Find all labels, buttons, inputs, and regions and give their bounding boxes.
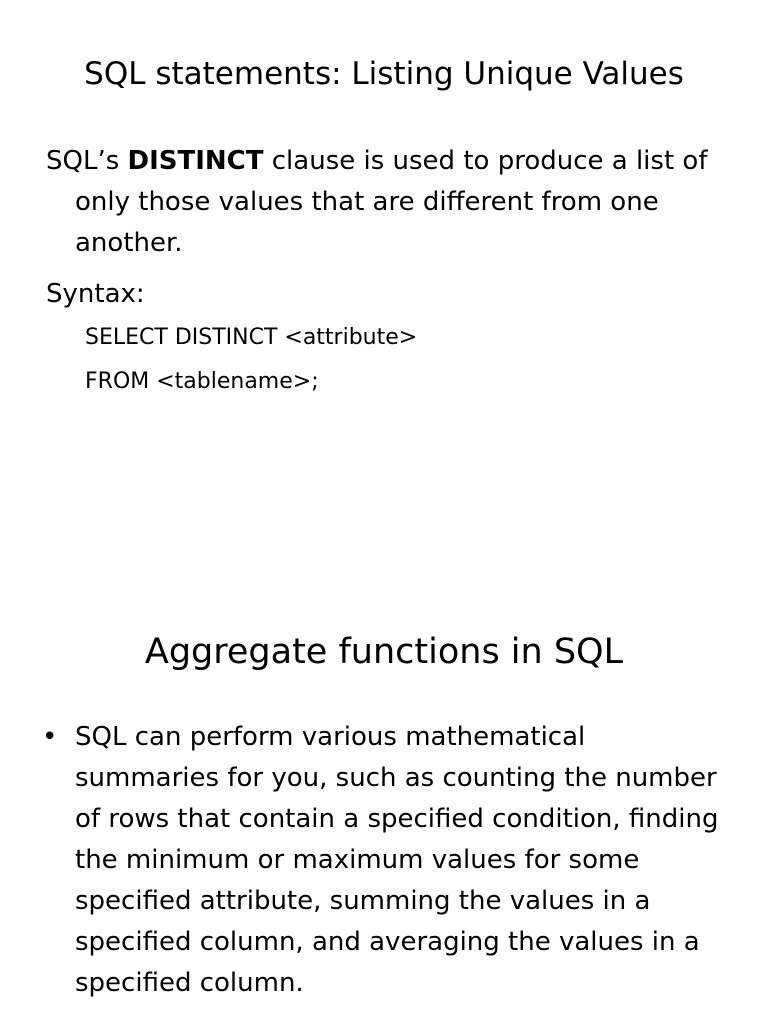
syntax-label: Syntax: [46,279,145,309]
slide-title: Aggregate functions in SQL [144,632,624,672]
code-line-from: FROM <tablename>; [85,369,319,394]
intro-prefix: SQL’s [46,146,128,176]
slide-title: SQL statements: Listing Unique Values [84,56,684,92]
intro-paragraph [46,141,746,264]
intro-suffix: clause is used to produce a list of only those values that are different from one another. [75,146,708,258]
bullet-icon: • [42,722,58,752]
bullet-list [42,717,732,1004]
code-line-select: SELECT DISTINCT <attribute> [85,325,418,350]
bullet-text: SQL can perform various mathematical summaries for you, such as counting the number of rows that contain a specified condition, finding the minimum or maximum values for some specified attribute, summing the values in a specified column, and averaging the values in a specified column. [75,722,719,998]
distinct-keyword: DISTINCT [127,146,264,176]
list-item [42,717,732,1004]
slide-aggregate-functions [0,512,768,1024]
